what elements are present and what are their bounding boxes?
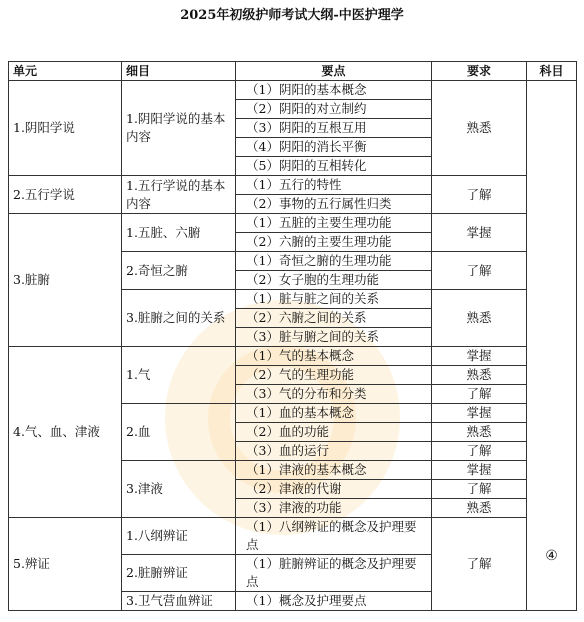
point-cell: （1）血的基本概念 bbox=[236, 404, 432, 423]
table-row bbox=[9, 176, 577, 195]
point-cell: （3）阴阳的互根互用 bbox=[236, 119, 432, 138]
item-cell: 1.五脏、六腑 bbox=[122, 214, 236, 252]
point-cell: （2）六腑之间的关系 bbox=[236, 309, 432, 328]
point-cell: （1）脏与脏之间的关系 bbox=[236, 290, 432, 309]
point-cell: （1）五脏的主要生理功能 bbox=[236, 214, 432, 233]
item-cell: 2.血 bbox=[122, 404, 236, 461]
unit-cell: 3.脏腑 bbox=[9, 214, 122, 347]
requirement-cell: 了解 bbox=[432, 442, 527, 461]
unit-cell: 2.五行学说 bbox=[9, 176, 122, 214]
item-cell: 1.阴阳学说的基本内容 bbox=[122, 81, 236, 176]
item-cell: 1.气 bbox=[122, 347, 236, 404]
point-cell: （3）脏与腑之间的关系 bbox=[236, 328, 432, 347]
table-row bbox=[9, 518, 577, 555]
requirement-cell: 熟悉 bbox=[432, 499, 527, 518]
point-cell: （1）阴阳的基本概念 bbox=[236, 81, 432, 100]
point-cell: （1）八纲辨证的概念及护理要点 bbox=[236, 518, 432, 555]
point-cell: （3）津液的功能 bbox=[236, 499, 432, 518]
requirement-cell: 了解 bbox=[432, 252, 527, 290]
point-cell: （1）脏腑辨证的概念及护理要点 bbox=[236, 555, 432, 592]
requirement-cell: 掌握 bbox=[432, 461, 527, 480]
unit-cell: 1.阴阳学说 bbox=[9, 81, 122, 176]
point-cell: （1）概念及护理要点 bbox=[236, 592, 432, 611]
requirement-cell: 掌握 bbox=[432, 404, 527, 423]
requirement-cell: 掌握 bbox=[432, 214, 527, 252]
subject-mark: ④ bbox=[545, 547, 558, 564]
requirement-cell: 熟悉 bbox=[432, 366, 527, 385]
point-cell: （1）气的基本概念 bbox=[236, 347, 432, 366]
point-cell: （2）女子胞的生理功能 bbox=[236, 271, 432, 290]
point-cell: （2）阴阳的对立制约 bbox=[236, 100, 432, 119]
requirement-cell: 了解 bbox=[432, 518, 527, 611]
point-cell: （2）六腑的主要生理功能 bbox=[236, 233, 432, 252]
requirement-cell: 熟悉 bbox=[432, 81, 527, 176]
requirement-cell: 熟悉 bbox=[432, 423, 527, 442]
header-requirement: 要求 bbox=[432, 62, 527, 81]
requirement-cell: 了解 bbox=[432, 176, 527, 214]
header-unit: 单元 bbox=[9, 62, 122, 81]
item-cell: 1.五行学说的基本内容 bbox=[122, 176, 236, 214]
requirement-cell: 掌握 bbox=[432, 347, 527, 366]
header-row bbox=[9, 62, 577, 81]
header-subject: 科目 bbox=[527, 62, 577, 81]
syllabus-table bbox=[8, 61, 577, 611]
header-point: 要点 bbox=[236, 62, 432, 81]
point-cell: （2）血的功能 bbox=[236, 423, 432, 442]
point-cell: （1）奇恒之腑的生理功能 bbox=[236, 252, 432, 271]
point-cell: （2）气的生理功能 bbox=[236, 366, 432, 385]
unit-cell: 5.辨证 bbox=[9, 518, 122, 611]
item-cell: 2.脏腑辨证 bbox=[122, 555, 236, 592]
table-row bbox=[9, 81, 577, 100]
page-title: 2025年初级护师考试大纲-中医护理学 bbox=[180, 8, 404, 23]
item-cell: 3.津液 bbox=[122, 461, 236, 518]
item-cell: 3.脏腑之间的关系 bbox=[122, 290, 236, 347]
subject-cell bbox=[527, 81, 577, 611]
requirement-cell: 了解 bbox=[432, 480, 527, 499]
table-row bbox=[9, 214, 577, 233]
table-row bbox=[9, 347, 577, 366]
requirement-cell: 了解 bbox=[432, 385, 527, 404]
unit-cell: 4.气、血、津液 bbox=[9, 347, 122, 518]
item-cell: 3.卫气营血辨证 bbox=[122, 592, 236, 611]
point-cell: （1）五行的特性 bbox=[236, 176, 432, 195]
point-cell: （3）气的分布和分类 bbox=[236, 385, 432, 404]
item-cell: 2.奇恒之腑 bbox=[122, 252, 236, 290]
point-cell: （1）津液的基本概念 bbox=[236, 461, 432, 480]
requirement-cell: 熟悉 bbox=[432, 290, 527, 347]
point-cell: （2）事物的五行属性归类 bbox=[236, 195, 432, 214]
point-cell: （3）血的运行 bbox=[236, 442, 432, 461]
header-item: 细目 bbox=[122, 62, 236, 81]
item-cell: 1.八纲辨证 bbox=[122, 518, 236, 555]
point-cell: （5）阴阳的互相转化 bbox=[236, 157, 432, 176]
point-cell: （2）津液的代谢 bbox=[236, 480, 432, 499]
point-cell: （4）阴阳的消长平衡 bbox=[236, 138, 432, 157]
